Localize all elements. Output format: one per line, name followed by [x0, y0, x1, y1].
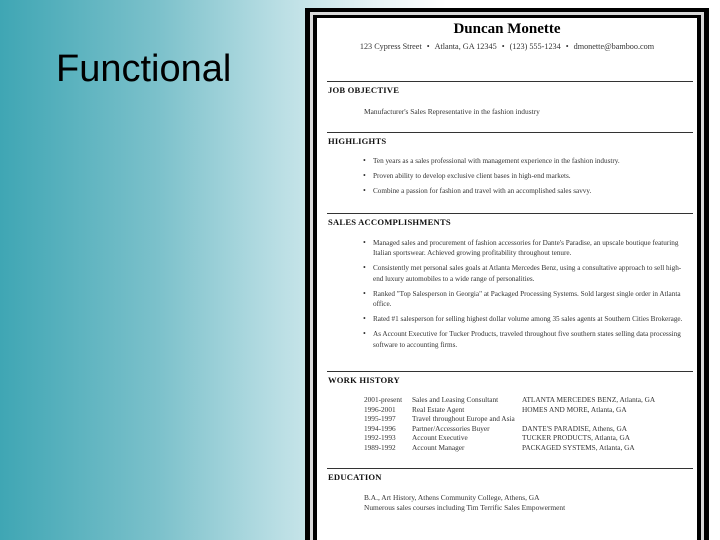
accomplishment-item: • Managed sales and procurement of fashion accessories for Dante's Paradise, an upscale boutique featuring Italian sportswear. Achieved growing profitability throughout tenure.: [357, 238, 685, 258]
work-employer: DANTE'S PARADISE, Athens, GA: [522, 423, 628, 433]
work-employer: ATLANTA MERCEDES BENZ, Atlanta, GA: [522, 395, 656, 404]
contact-address: 123 Cypress Street: [359, 42, 422, 51]
resume-page: [317, 18, 697, 540]
resume-name: Duncan Monette: [453, 21, 561, 37]
section-divider: [327, 81, 693, 82]
section-divider: [327, 468, 693, 469]
highlight-item: • Ten years as a sales professional with management experience in the fashion industry.: [357, 156, 685, 166]
work-title: Real Estate Agent: [412, 404, 465, 414]
contact-email: dmonette@bamboo.com: [573, 42, 655, 51]
section-divider: [327, 132, 693, 133]
work-employer: HOMES AND MORE, Atlanta, GA: [522, 404, 627, 414]
slide-title: Functional: [56, 48, 232, 90]
work-years: 1992-1993: [364, 433, 396, 443]
accomplishment-item: • Ranked "Top Salesperson in Georgia" at Packaged Processing Systems. Sold largest single order in Atlanta office.: [357, 289, 685, 309]
work-title: Account Manager: [412, 442, 465, 452]
highlights-heading: HIGHLIGHTS: [328, 136, 387, 146]
highlight-item: • Combine a passion for fashion and travel with an accomplished sales savvy.: [357, 186, 685, 196]
table-row: [364, 414, 655, 424]
work-title: Partner/Accessories Buyer: [412, 423, 490, 433]
education-heading: EDUCATION: [328, 472, 382, 482]
work-employer: TUCKER PRODUCTS, Atlanta, GA: [522, 433, 631, 443]
highlight-item: • Proven ability to develop exclusive client bases in high-end markets.: [357, 171, 685, 181]
work-title: Travel throughout Europe and Asia: [412, 414, 515, 424]
table-row: [364, 424, 655, 434]
objective-text: Manufacturer's Sales Representative in the fashion industry: [364, 107, 540, 116]
objective-heading: JOB OBJECTIVE: [328, 85, 400, 95]
work-employer: [522, 414, 655, 424]
education-line: B.A., Art History, Athens Community College, Athens, GA: [364, 493, 540, 502]
work-years: 1995-1997: [364, 414, 396, 424]
accomplishment-item: • As Account Executive for Tucker Products, traveled throughout five southern states selling data processing software to accounting firms.: [357, 329, 685, 349]
accomplishment-item: • Rated #1 salesperson for selling highest dollar volume among 35 sales agents at Southern Cities Brokerage.: [357, 314, 685, 324]
accomplishments-heading: SALES ACCOMPLISHMENTS: [328, 217, 451, 227]
work-history-heading: WORK HISTORY: [328, 375, 400, 385]
work-employer: PACKAGED SYSTEMS, Atlanta, GA: [522, 442, 635, 452]
work-years: 1989-1992: [364, 442, 396, 452]
work-history-table: [364, 395, 655, 453]
table-row: [364, 443, 655, 453]
section-divider: [327, 371, 693, 372]
section-divider: [327, 213, 693, 214]
work-title: Sales and Leasing Consultant: [412, 395, 499, 404]
work-years: 2001-present: [364, 395, 403, 404]
education-line: Numerous sales courses including Tim Terrific Sales Empowerment: [364, 503, 566, 512]
contact-line: 123 Cypress Street • Atlanta, GA 12345 • (123) 555-1234 • dmonette@bamboo.com: [359, 42, 655, 51]
accomplishment-item: • Consistently met personal sales goals at Atlanta Mercedes Benz, using a consultative approach to sell high-end luxury automobiles to a wide range of personalities.: [357, 263, 685, 283]
work-years: 1996-2001: [364, 404, 396, 414]
contact-city: Atlanta, GA 12345: [434, 42, 497, 51]
work-title: Account Executive: [412, 433, 468, 443]
table-row: [364, 405, 655, 415]
table-row: [364, 395, 655, 405]
work-years: 1994-1996: [364, 423, 396, 433]
contact-phone: (123) 555-1234: [509, 42, 561, 51]
accomplishments-list: [357, 238, 685, 350]
highlights-list: [357, 156, 685, 197]
table-row: [364, 433, 655, 443]
